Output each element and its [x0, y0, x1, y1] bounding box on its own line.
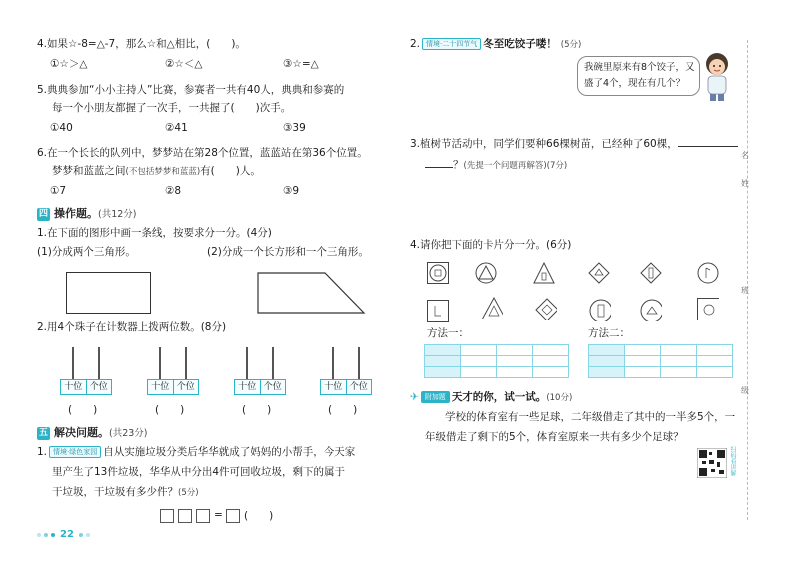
- q5-option-1[interactable]: ①40: [50, 122, 73, 134]
- abacus-3-ones: 个位: [263, 382, 282, 392]
- card-diamond-1[interactable]: [588, 262, 610, 284]
- ps3-line1: [410, 136, 738, 151]
- abacus-3[interactable]: [234, 347, 286, 397]
- ps3-question-mark: ？: [453, 159, 464, 171]
- section-5-number: 五: [38, 427, 48, 438]
- abacus-2[interactable]: [147, 347, 199, 397]
- ps3-line2: [425, 157, 567, 173]
- page-number: 22: [60, 529, 74, 540]
- ps1-unit-blank[interactable]: ( ): [244, 510, 274, 522]
- abacus-4-answer[interactable]: ( ): [328, 404, 358, 416]
- op1-text: 1.在下面的图形中画一条线，按要求分一分。(4分): [37, 227, 272, 239]
- side-label-grade: 级: [741, 386, 749, 395]
- bonus-header: [410, 390, 572, 405]
- q6-option-3[interactable]: ③9: [283, 185, 300, 197]
- q4-text: 4.如果☆-8=△-7，那么☆和△相比，( )。: [37, 38, 246, 50]
- q4-option-3[interactable]: ③☆=△: [283, 58, 319, 70]
- ps1-line3: [52, 485, 199, 500]
- abacus-3-answer[interactable]: ( ): [242, 404, 272, 416]
- card-diamond-3[interactable]: [535, 298, 557, 320]
- ps3-blank-2[interactable]: [425, 157, 453, 168]
- abacus-1-tens: 十位: [61, 380, 87, 394]
- card-circle-triangle[interactable]: [475, 262, 497, 284]
- ps4-text: 4.请你把下面的卡片分一分。(6分): [410, 239, 572, 251]
- bonus-title: 天才的你，试一试。: [451, 391, 547, 403]
- ps2-title: 冬至吃饺子喽！: [483, 38, 557, 50]
- boy-character-icon: [699, 50, 737, 102]
- section-4-heading: [37, 205, 137, 221]
- card-triangle-1[interactable]: [533, 262, 555, 284]
- binding-line: [747, 40, 748, 520]
- section-5-title: 解决问题。: [54, 426, 109, 439]
- ps3-line1-text: 3.植树节活动中，同学们要种66棵树苗，已经种了60棵，: [410, 138, 678, 150]
- bonus-line2: 年级借走了剩下的5个，体育室原来一共有多少个足球？: [425, 431, 684, 443]
- ps2-number: 2.: [410, 38, 421, 50]
- rectangle-shape[interactable]: [66, 272, 151, 314]
- abacus-4-tens: 十位: [321, 380, 347, 394]
- op1-part-a: (1)分成两个三角形。: [37, 246, 136, 258]
- method-2-label: 方法二：: [588, 327, 630, 339]
- q4-option-1[interactable]: ①☆＞△: [50, 58, 88, 70]
- ps3-blank-1[interactable]: [678, 136, 738, 147]
- qr-code-icon[interactable]: [697, 448, 727, 478]
- q5-option-2[interactable]: ②41: [165, 122, 188, 134]
- ps1-box-2[interactable]: [178, 509, 192, 523]
- ps1-box-3[interactable]: [196, 509, 210, 523]
- abacus-1-answer[interactable]: ( ): [68, 404, 98, 416]
- ps1-badge: 情境·绿色家园: [49, 446, 101, 458]
- abacus-2-tens: 十位: [148, 380, 174, 394]
- op1-part-b: (2)分成一个长方形和一个三角形。: [207, 246, 369, 258]
- q5-line2: 每一个小朋友都握了一次手，一共握了( )次手。: [52, 102, 292, 114]
- abacus-1[interactable]: [60, 347, 112, 397]
- bonus-line1: 学校的体育室有一些足球，二年级借走了其中的一半多5个，一: [445, 411, 736, 423]
- bonus-points: (10分): [546, 393, 573, 403]
- q6-line2: [52, 164, 261, 179]
- card-circle-4[interactable]: [640, 299, 662, 321]
- abacus-2-answer[interactable]: ( ): [155, 404, 185, 416]
- q6-option-2[interactable]: ②8: [165, 185, 182, 197]
- speech-line2: 盛了4个，现在有几个？: [584, 78, 686, 89]
- card-square-2[interactable]: [697, 298, 719, 320]
- ps1-points: (5分): [178, 488, 199, 498]
- section-4-number: 四: [38, 208, 48, 219]
- rocket-icon: ✈: [410, 391, 419, 403]
- side-label-surname: 姓: [741, 179, 749, 188]
- card-triangle-2[interactable]: [481, 297, 503, 319]
- page-dots-icon-right: [78, 531, 92, 539]
- card-diamond-2[interactable]: [640, 262, 662, 284]
- abacus-4-ones: 个位: [349, 382, 368, 392]
- ps1-equals: =: [214, 509, 223, 521]
- q6-line1: 6.在一个长长的队列中，梦梦站在第28个位置，蓝蓝站在第36个位置。: [37, 147, 368, 159]
- abacus-1-ones: 个位: [89, 382, 108, 392]
- op2-text: 2.用4个珠子在计数器上拨两位数。(8分): [37, 321, 227, 333]
- ps1-box-1[interactable]: [160, 509, 174, 523]
- q5-line1: 5.典典参加“小小主持人”比赛，参赛者一共有40人，典典和参赛的: [37, 84, 345, 96]
- ps1-line1-text: 自从实施垃圾分类后华华就成了妈妈的小帮手，今天家: [103, 446, 356, 458]
- speech-bubble: [577, 56, 700, 96]
- method-1-grid[interactable]: [424, 344, 569, 378]
- q4-option-2[interactable]: ②☆＜△: [165, 58, 203, 70]
- ps1-box-4[interactable]: [226, 509, 240, 523]
- ps3-points: (7分): [546, 161, 568, 171]
- ps2-points: (5分): [560, 40, 582, 50]
- ps1-number: 1.: [37, 446, 48, 458]
- ps1-line1: [37, 445, 355, 459]
- ps3-note: (先提一个问题再解答): [463, 161, 547, 171]
- section-5-heading: [37, 424, 148, 440]
- section-4-title: 操作题。: [54, 207, 98, 220]
- qr-label: 扫码看讲解: [729, 446, 736, 476]
- abacus-3-tens: 十位: [235, 380, 261, 394]
- speech-line1: 我碗里原来有8个饺子，又: [584, 62, 695, 73]
- q6-line2-c: 有( )人。: [200, 165, 261, 177]
- method-1-label: 方法一：: [427, 327, 469, 339]
- q6-line2-a: 梦梦和蓝蓝之间: [52, 165, 126, 177]
- bonus-badge: 附加题: [421, 391, 450, 403]
- q6-line2-note: (不包括梦梦和蓝蓝): [125, 167, 201, 177]
- abacus-4[interactable]: [320, 347, 372, 397]
- method-2-grid[interactable]: [588, 344, 733, 378]
- ps1-line2: 里产生了13件垃圾，华华从中分出4件可回收垃圾，剩下的属于: [52, 466, 346, 478]
- q5-option-3[interactable]: ③39: [283, 122, 306, 134]
- card-square-1[interactable]: [427, 300, 449, 322]
- side-label-class: 班: [741, 286, 749, 295]
- card-circle-3[interactable]: [589, 299, 611, 321]
- ps2-badge: 情境·二十四节气: [422, 38, 481, 50]
- section-5-points: (共23分): [109, 428, 148, 439]
- q6-option-1[interactable]: ①7: [50, 185, 67, 197]
- card-circle-2[interactable]: [697, 262, 719, 284]
- side-label-name: 名: [741, 151, 749, 160]
- trapezoid-shape[interactable]: [255, 270, 367, 316]
- page-dots-icon: [36, 531, 60, 539]
- ps2-header: [410, 37, 581, 52]
- card-circle-1[interactable]: [427, 262, 449, 284]
- section-4-points: (共12分): [98, 209, 137, 220]
- abacus-2-ones: 个位: [176, 382, 195, 392]
- ps1-line3-text: 干垃圾，干垃圾有多少件？: [52, 486, 178, 498]
